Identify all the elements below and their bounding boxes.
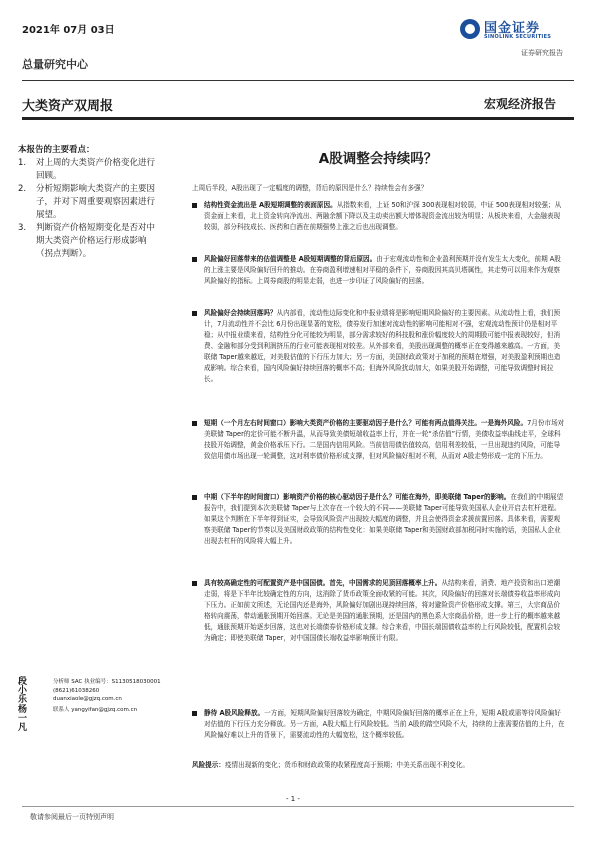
highlight-text: 判断资产价格短期变化是否对中期大类资产价格运行形成影响（拐点判断）。 (36, 223, 156, 259)
highlight-text: 对上周的大类资产价格变化进行回顾。 (36, 158, 156, 181)
highlights-heading: 本报告的主要看点： (18, 145, 95, 155)
author-name: 段小乐 (18, 677, 28, 705)
paragraph-body: 从指数来看，上证 50和沪深 300表现相对较弱，中证 500表现相对较强；从资金面上来看，北上资金转向净流出、两融余额下降以及主动卖出额大增体现资金流出较为明显；从板块来看，大金融表现较弱，部分科技成长、医药和白酒在前期强势上涨之后也出现调整。 (204, 201, 562, 231)
logo-icon (460, 19, 480, 39)
paragraph-lead: 具有较高确定性的可配置资产是中国国债。首先，中国需求的见顶回落概率上升。 (204, 579, 442, 587)
logo-name-cn: 国金证券 (484, 21, 541, 36)
footer-notice: 敬请参阅最后一页特别声明 (30, 813, 114, 821)
risk-text: 疫情出现新的变化；货币和财政政策的收紧程度高于预期；中美关系出现不利变化。 (224, 761, 469, 769)
paragraph-body: 由于宏观流动性和企业盈利预期并没有发生太大变化，前期 A股的上涨主要是风险偏好回升的推动。在券商盈利增速相对平稳的条件下，券商股因其高贝塔属性，其走势可以用来作为观察风险偏好的指标。上周券商股的明显走弱，也进一步印证了风险偏好的回落。 (204, 255, 561, 285)
bullet-icon (192, 421, 197, 426)
section-paragraph (192, 492, 566, 547)
paragraph-lead: 风险偏好回落带来的估值调整是 A股短期调整的背后原因。 (204, 255, 377, 263)
department-name: 总量研究中心 (22, 58, 88, 71)
intro-text: 上周后半段，A股出现了一定幅度的调整，背后的原因是什么？持续性会有多强？ (192, 184, 428, 192)
paragraph-body: 从结构来看，消费、地产投资和出口逆潮走弱，将是下半年比较确定性的方向，这消除了货币政策全面收紧的可能。其次，风险偏好的回落对长端债券收益率形成向下压力。正如前文所述，无论国内还是海外，风险偏好加剧出现持续回落，将对避险资产价格形成支撑。第三，大宗商品价格转向震荡，带动通胀预期开始回落。无论是美国的通胀预期，还是国内的黑色系大宗商品价格，进一步上行的概率越来越低，通胀预期开始逐步回落，这也对长端债券价格形成支撑。综合来看，中国长端国债收益率的上行风险较低，配置机会较为确定；即使美联储 Taper，对中国国债长端收益率影响预计有限。 (204, 579, 561, 642)
paragraph-body: 7月份市场对美联储 Taper的定价可能不断升温，从而导致美债短端收益率上行，并在一轮“杀估值”行情，美债收益率曲线走平，全球科技股开始调整，黄金价格承压下行。二是国内信用风险。当前信用债估值较高，信用利差较低，一旦出现违约风险，可能导致信用债市场出现一轮调整，这对利率债价格形成支撑，但对风险偏好相对不利，从而对 A股走势形成一定的下压力。 (204, 419, 565, 460)
risk-label: 风险提示： (192, 761, 225, 769)
section-paragraph (192, 308, 566, 385)
section-paragraph (192, 578, 566, 644)
paragraph-lead: 短期（一个月左右时间窗口）影响大类资产价格的主要驱动因子是什么？可能有两点值得关注。一是海外风险。 (204, 419, 528, 427)
footer-divider (22, 806, 574, 807)
highlight-item (18, 222, 158, 261)
author-contact: 分析师 SAC 执业编号：S1130518030001 (8621)61038260 duanxiaole@gjzq.com.cn (53, 679, 161, 702)
paragraph-lead: 结构性资金流出是 A股短期调整的表面原因。 (204, 201, 337, 209)
section-paragraph (192, 418, 566, 462)
paragraph-body: 一方面，短期风险偏好回落较为确定，中期风险偏好回落的概率正在上升，短期 A股或需等待风险偏好对估值的下行压力充分释放。另一方面，A股大幅上行风险较低。当前 A股的踏空风险不大，持续的上涨需要估值的上升，在风险偏好难以上升的背景下，需要流动性的大幅宽松，这个概率较低。 (204, 709, 565, 739)
paragraph-lead: 静待 A股风险释放。 (204, 709, 265, 717)
highlight-text: 分析短期影响大类资产的主要因子，并对下周重要观察因素进行展望。 (36, 184, 156, 220)
paragraph-body: 在我们的中期展望报告中，我们提到本次美联储 Taper与上次存在一个较大的不同——美联储 Taper可能导致美国私人企业开启去杠杆进程。如果这个判断在下半年得到证实，会导致风险资产出现较大幅度的调整，并且会使得资金求援前置回落。具体来看，需要观察美联储 Taper的节奏以及美国财政政策的结构性变化：如果美联储 Taper和美国财政部加税同时实施的话，美国私人企业出现去杠杆的风险将大幅上升。 (204, 493, 564, 545)
bullet-icon (192, 711, 197, 716)
main-title: A股调整会持续吗？ (318, 151, 438, 167)
section-paragraph (192, 200, 566, 233)
highlight-item (18, 183, 158, 222)
highlights-list (18, 157, 158, 261)
highlight-item (18, 157, 158, 183)
author-name: 杨一凡 (18, 705, 28, 733)
header-divider (22, 80, 574, 81)
bullet-icon (192, 581, 197, 586)
bullet-icon (192, 311, 197, 316)
paragraph-lead: 风险偏好会持续回落吗？ (204, 309, 277, 317)
section-paragraph (192, 708, 566, 741)
company-logo (460, 17, 572, 45)
section-paragraph (192, 254, 566, 287)
bullet-icon (192, 257, 197, 262)
paragraph-lead: 中期（下半年的时间窗口）影响资产价格的核心驱动因子是什么？可能在海外，即美联储 Taper的影响。 (204, 493, 511, 501)
page-number: - 1 - (286, 795, 300, 803)
logo-name-en: SINOLINK SECURITIES (484, 34, 552, 40)
report-series: 大类资产双周报 (22, 99, 114, 114)
title-divider (22, 117, 574, 120)
risk-warning (192, 760, 572, 771)
paragraph-body: 从内部看，流动性边际变化和中报业绩将是影响短期风险偏好的主要因素。从流动性上看，我们预计，7月流动性并不会比 6月份出现显著的宽松，债券发行加速对流动性的影响可能相对不强，宏观流动性预计仍是相对平稳；从中报业绩来看，结构性分化可能较为明显，部分需求较好的科技股和涨价幅度较大的周期股可能中报表现较好，但消费、金融和部分受到利润挤压的行业可能表现相对较差。从外部来看，美股出现调整的概率正在变得越来越高。一方面，美联储 Taper越来越近，对美股估值的下行压力加大；另一方面，美国财政政策对于加税的预期在增强，对美股盈利预期也造成影响。综合来看，国内风险偏好持续回落的概率不高；但海外风险扰动加大，如果美股开始调整，可能导致调整时间拉长。 (204, 309, 561, 383)
bullet-icon (192, 203, 197, 208)
highlight-number: 2. (18, 184, 27, 194)
report-category: 宏观经济报告 (484, 97, 557, 111)
report-date: 2021年 07月 03日 (22, 25, 115, 36)
author-contact: 联系人 yangyifan@gjzq.com.cn (53, 707, 138, 713)
highlight-number: 1. (18, 158, 27, 168)
highlight-number: 3. (18, 223, 27, 233)
bullet-icon (192, 495, 197, 500)
report-type-label: 证券研究报告 (521, 49, 563, 57)
